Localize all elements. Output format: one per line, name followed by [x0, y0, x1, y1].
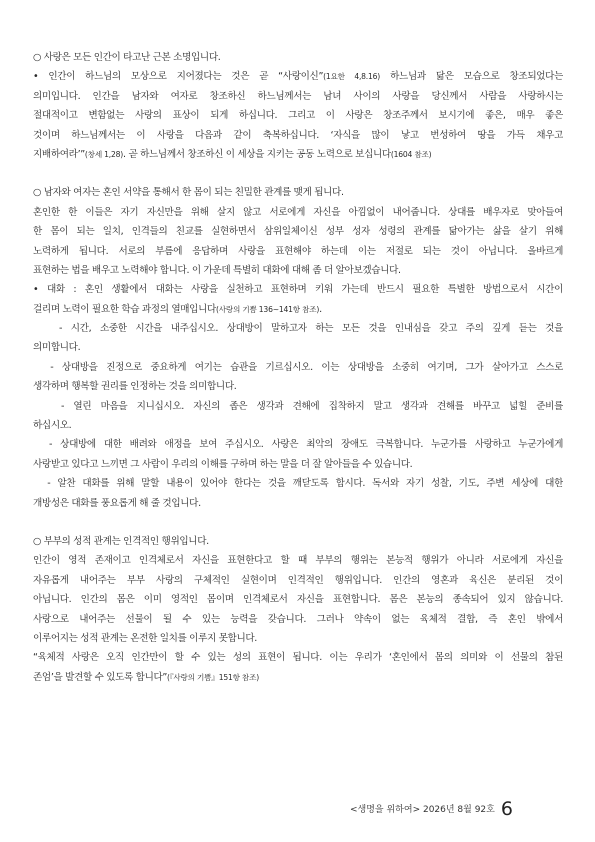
- text-run: 지배하여라’”: [33, 148, 85, 160]
- text-run: 사랑받고 있다고 느끼면 그 사람이 우리의 이해를 구하며 하는 말을 더 잘 알아들을 수 있습니다.: [33, 458, 413, 470]
- paragraph-line: [33, 571, 563, 590]
- paragraph-line: [33, 358, 563, 377]
- paragraph-line: [33, 338, 563, 357]
- section-marriage-covenant: [33, 183, 563, 513]
- text-run: .: [319, 303, 322, 315]
- text-run: • 인간이 하느님의 모상으로 지어졌다는 것은 곧 “사랑이신”: [33, 71, 324, 83]
- text-run: 개방성은 대화를 풍요롭게 해 줄 것입니다.: [33, 497, 201, 509]
- paragraph-line: [33, 222, 563, 241]
- citation: (창세 1,28): [84, 149, 124, 159]
- section-calling-of-love: [33, 48, 563, 164]
- text-run: 걸리며 노력이 필요한 학습 과정의 열매입니다: [33, 303, 216, 315]
- paragraph-line: [33, 494, 563, 513]
- text-run: 표현하는 법을 배우고 노력해야 합니다. 이 가운데 특별히 대화에 대해 좀 더 알아보겠습니다.: [33, 264, 401, 276]
- text-run: 것이며 하느님께서는 이 사랑을 다음과 같이 축복하십니다. ‘자식을 많이 낳고 번성하여 땅을 가득 채우고: [33, 129, 563, 141]
- paragraph-line: [33, 126, 563, 145]
- text-run: 생각하며 행복할 권리를 인정하는 것을 의미합니다.: [33, 381, 237, 393]
- citation: (1604 참조): [390, 149, 432, 159]
- paragraph-line: [33, 474, 563, 493]
- citation: (1요한 4,8.16): [323, 72, 381, 82]
- paragraph-line: [33, 106, 563, 125]
- text-run: • 대화 : 혼인 생활에서 대화는 사랑을 실천하고 표현하며 키워 가는데 반드시 필요한 특별한 방법으로서 시간이: [33, 284, 563, 296]
- paragraph-line: [33, 203, 563, 222]
- text-run: - 알찬 대화를 위해 말할 내용이 있어야 한다는 것을 깨닫도록 합시다. 독서와 자기 성찰, 기도, 주변 세상에 대한: [33, 478, 563, 490]
- paragraph-line: [33, 67, 563, 86]
- text-run: . 곧 하느님께서 창조하신 이 세상을 지키는 공동 노력으로 보십니다: [123, 148, 391, 160]
- text-run: “육체적 사랑은 오직 인간만이 할 수 있는 성의 표현이 됩니다. 이는 우리가 ‘혼인에서 몸의 의미와 이 선물의 참된: [33, 652, 563, 664]
- paragraph-line: [33, 455, 563, 474]
- paragraph-line: [33, 416, 563, 435]
- paragraph-line: [33, 668, 563, 687]
- paragraph-line: [33, 319, 563, 338]
- page-footer: [350, 798, 570, 820]
- section-marital-relations: [33, 532, 563, 687]
- paragraph-line: [33, 280, 563, 299]
- text-run: 하느님과 닮은 모습으로 창조되었다는: [380, 71, 563, 83]
- paragraph-line: [33, 629, 563, 648]
- section-heading: [33, 532, 563, 551]
- text-run: - 상대방에 대한 배려와 애정을 보여 주십시오. 사랑은 최악의 장애도 극복합니다. 누군가를 사랑하고 누군가에게: [33, 439, 563, 451]
- text-run: 사랑으로 내어주는 선물이 될 수 있는 능력을 갖습니다. 그러나 약속이 없는 육체적 결합, 즉 혼인 밖에서: [33, 613, 563, 625]
- text-run: ○ 사랑은 모든 인간이 타고난 근본 소명입니다.: [33, 52, 221, 63]
- text-run: - 상대방을 진정으로 중요하게 여기는 습관을 기르십시오. 이는 상대방을 소중히 여기며, 그가 살아가고 스스로: [33, 361, 563, 373]
- text-run: 인간이 영적 존재이고 인격체로서 자신을 표현한다고 할 때 부부의 행위는 본능적 행위가 아니라 서로에게 자신을: [33, 555, 563, 567]
- paragraph-line: [33, 377, 563, 396]
- paragraph-line: [33, 145, 563, 164]
- text-run: - 열린 마음을 지니십시오. 자신의 좁은 생각과 견해에 집착하지 말고 생각과 견해를 바꾸고 넓힐 준비를: [33, 400, 563, 412]
- paragraph-line: [33, 551, 563, 570]
- text-run: ○ 부부의 성적 관계는 인격적인 행위입니다.: [33, 535, 209, 547]
- paragraph-line: [33, 397, 563, 416]
- text-run: 한 몸이 되는 일치, 인격들의 친교를 실현하면서 삼위일체이신 성부 성자 성령의 관계를 닮아가는 삶을 살기 위해: [33, 226, 563, 238]
- text-run: 아닙니다. 인간의 몸은 이미 영적인 몸이며 인격체로서 자신을 표현합니다. 몸은 본능의 종속되어 있지 않습니다.: [33, 594, 563, 606]
- text-run: 노력하게 됩니다. 서로의 부름에 응답하며 사랑을 표현해야 하는데 이는 저절로 되는 것이 아닙니다. 올바르게: [33, 245, 563, 257]
- text-run: 존엄’을 발견할 수 있도록 합니다”: [33, 671, 168, 683]
- text-run: 이루어지는 성적 관계는 온전한 일치를 이루지 못합니다.: [33, 632, 258, 644]
- page-number: 6: [500, 798, 513, 820]
- text-run: 절대적이고 변함없는 사랑의 표상이 되게 하십니다. 그리고 이 사랑은 창조주께서 보시기에 좋은, 매우 좋은: [33, 110, 563, 122]
- publication-info: <생명을 위하여> 2026년 8월 92호: [350, 805, 495, 815]
- paragraph-line: [33, 648, 563, 667]
- text-run: 의미합니다.: [33, 342, 81, 354]
- paragraph-line: [33, 610, 563, 629]
- citation: (사랑의 기쁨 136~141항 참조): [215, 304, 320, 314]
- paragraph-line: [33, 300, 563, 319]
- section-heading: [33, 183, 563, 202]
- section-heading: [33, 48, 563, 67]
- paragraph-line: [33, 590, 563, 609]
- text-run: 혼인한 한 이들은 자기 자신만을 위해 살지 않고 서로에게 자신을 아낌없이 내어줍니다. 상대를 배우자로 맞아들여: [33, 206, 563, 218]
- paragraph-line: [33, 435, 563, 454]
- paragraph-line: [33, 242, 563, 261]
- text-run: 의미입니다. 인간을 남자와 여자로 창조하신 하느님께서는 남녀 사이의 사랑을 당신께서 사람을 사랑하시는: [33, 90, 563, 102]
- text-run: 하십시오.: [33, 420, 72, 432]
- citation: (『사랑의 기쁨』151항 참조): [167, 672, 259, 682]
- text-run: ○ 남자와 여자는 혼인 서약을 통해서 한 몸이 되는 친밀한 관계를 맺게 됩니다.: [33, 187, 344, 199]
- document-body: [33, 48, 563, 706]
- paragraph-line: [33, 87, 563, 106]
- text-run: - 시간, 소중한 시간을 내주십시오. 상대방이 말하고자 하는 모든 것을 인내심을 갖고 주의 깊게 듣는 것을: [33, 323, 563, 335]
- text-run: 자유롭게 내어주는 부부 사랑의 구체적인 실현이며 인격적인 행위입니다. 인간의 영혼과 육신은 분리된 것이: [33, 574, 563, 586]
- paragraph-line: [33, 261, 563, 280]
